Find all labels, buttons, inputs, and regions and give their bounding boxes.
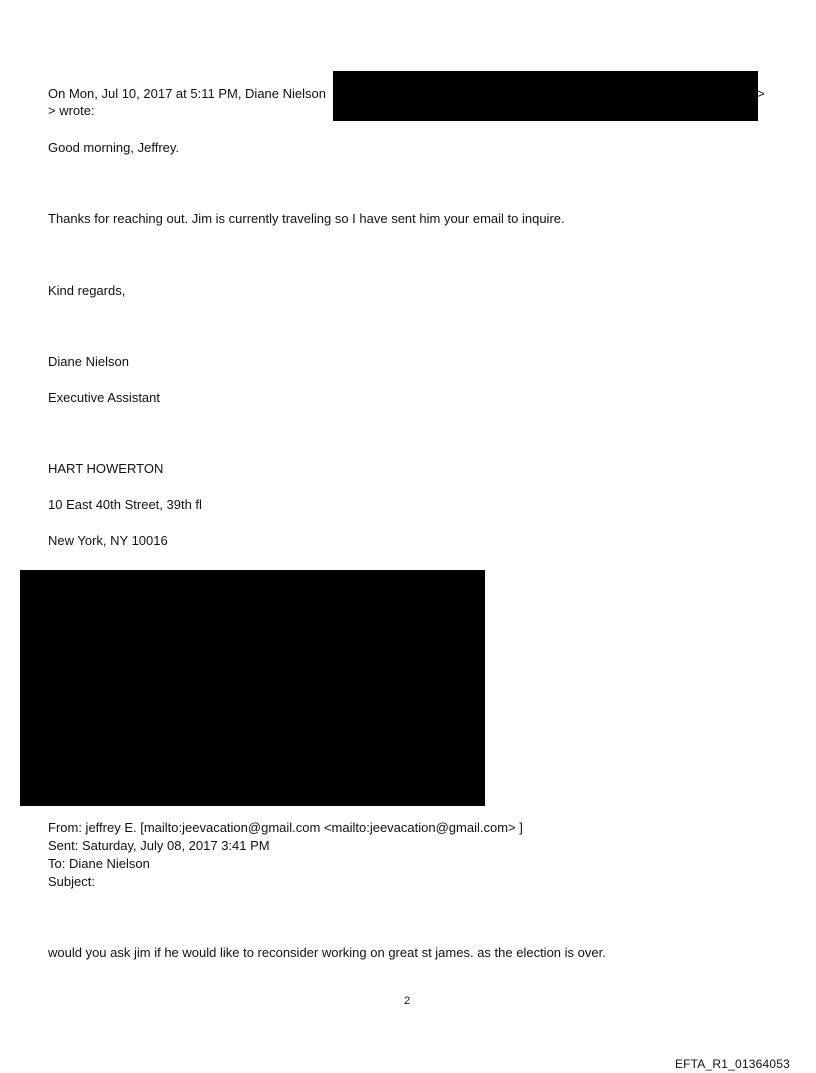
- redaction-block: [333, 71, 758, 121]
- page-number: 2: [404, 995, 411, 1007]
- signature-title: Executive Assistant: [48, 390, 160, 405]
- original-from: From: jeffrey E. [mailto:jeevacation@gmail.com <mailto:jeevacation@gmail.com> ]: [48, 820, 523, 835]
- redaction-block-large: [20, 570, 485, 806]
- signature-address-line2: New York, NY 10016: [48, 533, 168, 548]
- original-message: would you ask jim if he would like to reconsider working on great st james. as the election is over.: [48, 945, 606, 960]
- signature-address-line1: 10 East 40th Street, 39th fl: [48, 497, 202, 512]
- reply-message: Thanks for reaching out. Jim is currently traveling so I have sent him your email to inquire.: [48, 211, 565, 226]
- reply-header-tail: >: [757, 86, 765, 101]
- closing: Kind regards,: [48, 283, 126, 298]
- reply-header-line: On Mon, Jul 10, 2017 at 5:11 PM, Diane Nielson: [48, 86, 326, 101]
- document-id: EFTA_R1_01364053: [674, 1057, 790, 1071]
- original-subject: Subject:: [48, 874, 95, 889]
- greeting: Good morning, Jeffrey.: [48, 140, 180, 155]
- original-sent: Sent: Saturday, July 08, 2017 3:41 PM: [48, 838, 270, 853]
- signature-name: Diane Nielson: [48, 354, 129, 369]
- reply-header-wrote: > wrote:: [48, 103, 95, 118]
- signature-company: HART HOWERTON: [48, 461, 164, 476]
- original-to: To: Diane Nielson: [48, 856, 150, 871]
